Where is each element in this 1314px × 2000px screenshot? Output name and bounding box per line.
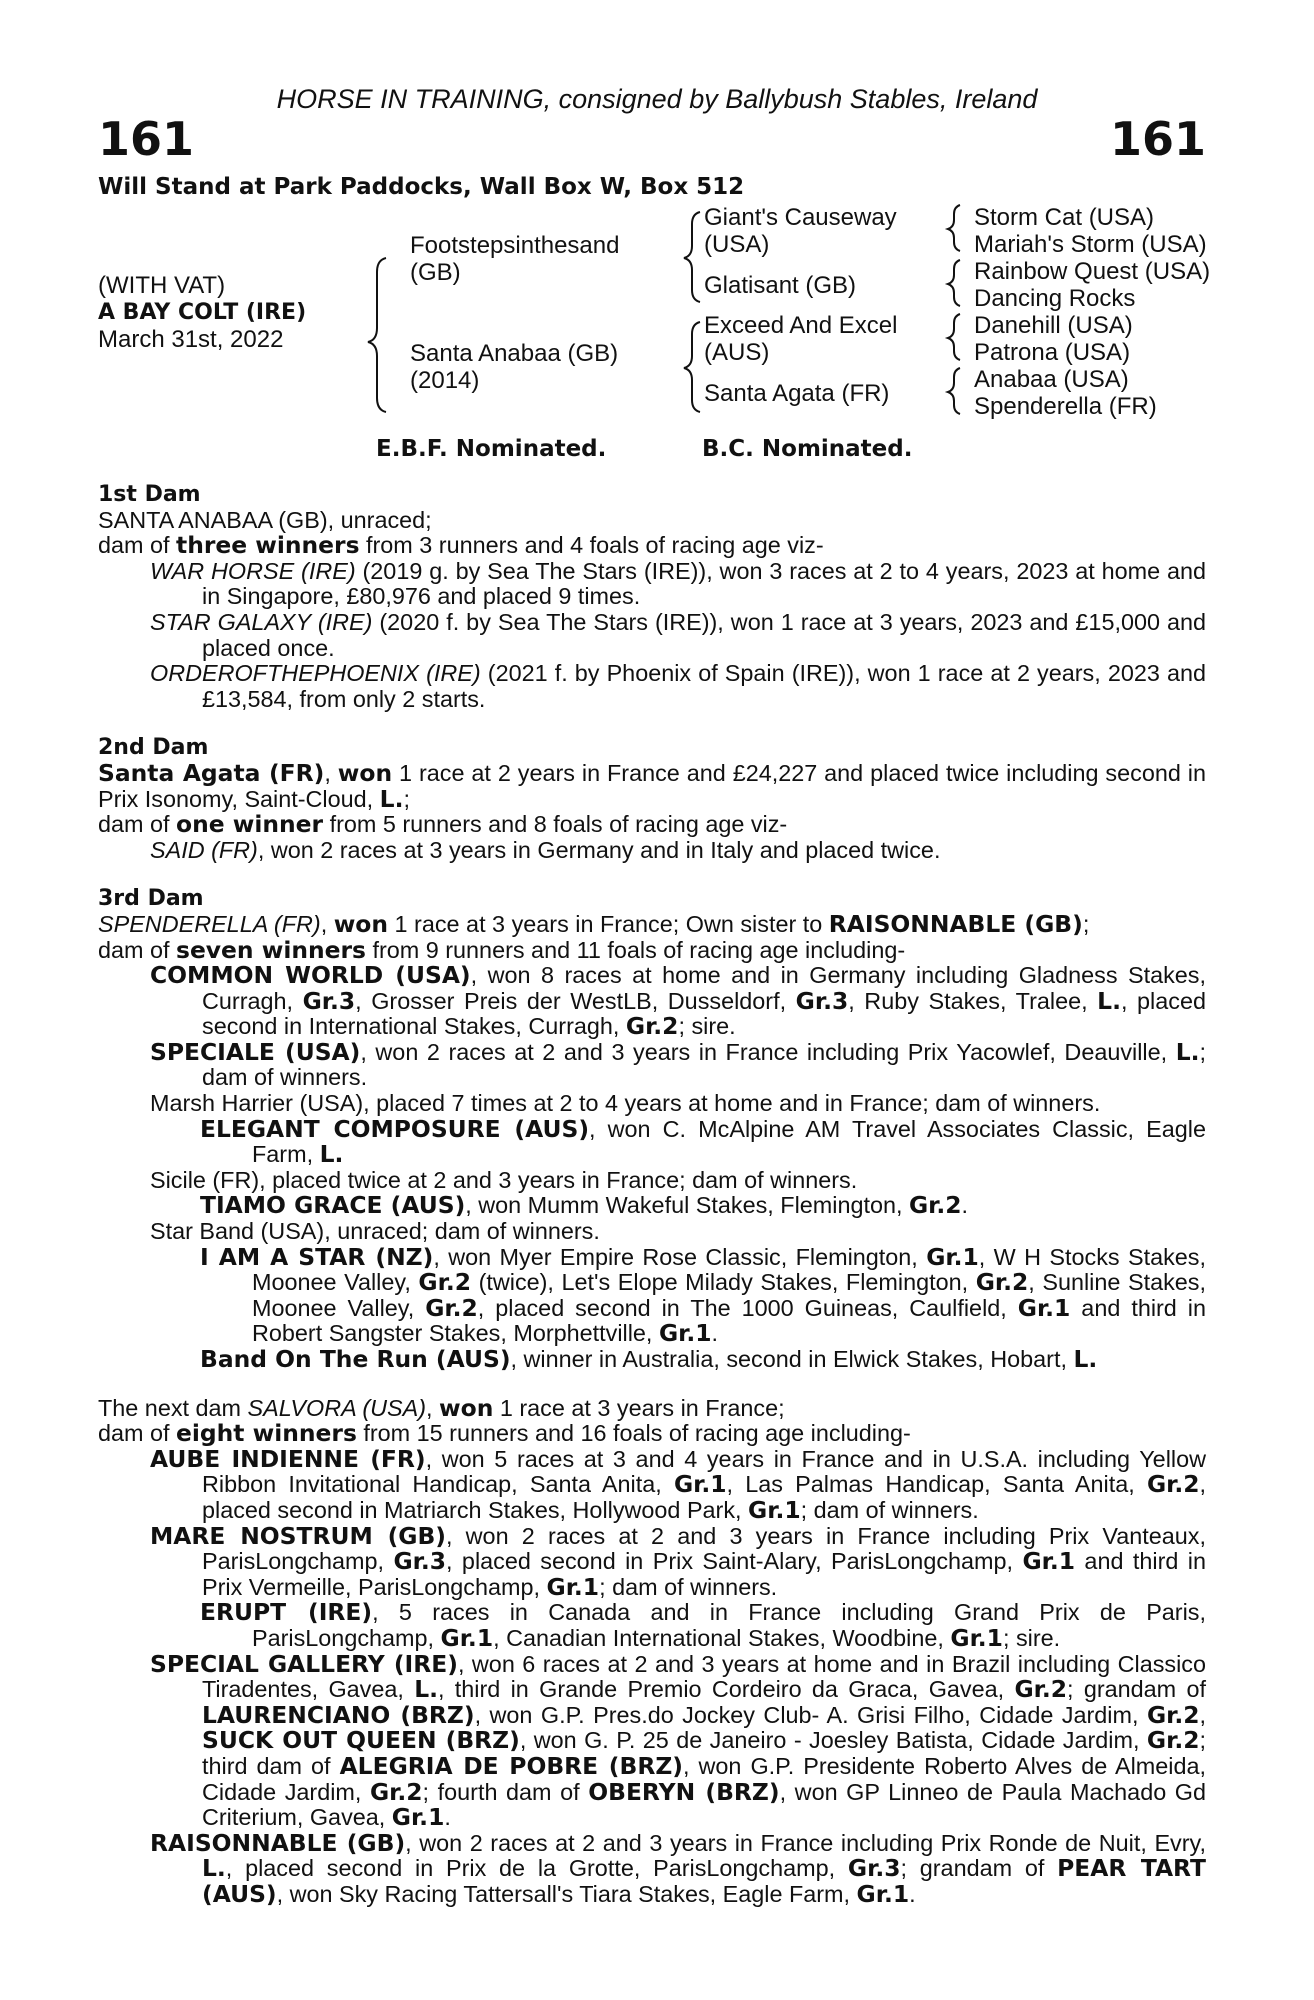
produce-i-am-a-star: I AM A STAR (NZ), won Myer Empire Rose Classic, Flemington, Gr.1, W H Stocks Stakes, Moonee Valley, Gr.2 (twice), Let's Elope Milady Stakes, Flemington, Gr.2, Sunline Stakes, Moonee Valley, Gr.2, placed second in The 1000 Guineas, Caulfield, Gr.1 and third in Robert Sangster Stakes, Morphettville, Gr.1. (200, 1242, 1207, 1348)
horse-name: A BAY COLT (IRE) (98, 300, 307, 325)
lot-number-right: 161 (1109, 112, 1206, 166)
dam-dam-brace (948, 368, 960, 414)
sds-name: Rainbow Quest (USA) (974, 258, 1211, 285)
main-brace (368, 258, 386, 412)
ddd-name: Spenderella (FR) (974, 393, 1157, 420)
produce-war-horse: WAR HORSE (IRE) (2019 g. by Sea The Stars (IRE)), won 3 races at 2 to 4 years, 2023 at home and in Singapore, £80,976 and placed 9 times. (150, 557, 1206, 610)
produce-speciale: SPECIALE (USA), won 2 races at 2 and 3 years in France including Prix Yacowlef, Deauville, L.; dam of winners. (150, 1037, 1206, 1091)
bc-nominated: B.C. Nominated. (702, 436, 913, 462)
second-dam-heading: 2nd Dam (98, 735, 209, 761)
catalogue-body (98, 482, 1206, 1907)
produce-raisonnable: RAISONNABLE (GB), won 2 races at 2 and 3 years in France including Prix Ronde de Nuit, Evry, L., placed second in Prix de la Grotte, ParisLongchamp, Gr.3; grandam of PEAR TART (AUS), won Sky Racing Tattersall's Tiara Stakes, Eagle Farm, Gr.1. (150, 1828, 1206, 1908)
dam-name: Santa Anabaa (GB) (410, 340, 619, 367)
produce-said: SAID (FR), won 2 races at 3 years in Germany and in Italy and placed twice. (150, 836, 941, 863)
sire-name: Footstepsinthesand (410, 232, 620, 259)
produce-orderofthephoenix: ORDEROFTHEPHOENIX (IRE) (2021 f. by Phoenix of Spain (IRE)), won 1 race at 2 years, 2023 and £13,584, from only 2 starts. (150, 660, 1206, 712)
dam-dam-name: Santa Agata (FR) (704, 380, 890, 407)
horse-dob: March 31st, 2022 (98, 326, 284, 353)
first-dam-record: dam of three winners from 3 runners and 4 foals of racing age viz- (98, 531, 824, 560)
dss-name: Danehill (USA) (974, 312, 1133, 339)
produce-elegant-composure: ELEGANT COMPOSURE (AUS), won C. McAlpine AM Travel Associates Classic, Eagle Farm, L. (200, 1114, 1206, 1169)
sire-sire-brace (948, 205, 960, 251)
dam-brace (684, 322, 700, 412)
produce-tiamo-grace: TIAMO GRACE (AUS), won Mumm Wakeful Stakes, Flemington, Gr.2. (200, 1191, 969, 1220)
produce-star-galaxy: STAR GALAXY (IRE) (2020 f. by Sea The Stars (IRE)), won 1 race at 3 years, 2023 and £15,000 and placed once. (150, 608, 1206, 661)
next-dam-line: The next dam SALVORA (USA), won 1 race at 3 years in France; (98, 1393, 785, 1422)
produce-special-gallery: SPECIAL GALLERY (IRE), won 6 races at 2 and 3 years at home and in Brazil including Classico Tiradentes, Gavea, L., third in Grande Premio Cordeiro da Graca, Gavea, Gr.2; grandam of LAURENCIANO (BRZ), won G.P. Pres.do Jockey Club- A. Grisi Filho, Cidade Jardim, Gr.2, SUCK OUT QUEEN (BRZ), won G. P. 25 de Janeiro - Joesley Batista, Cidade Jardim, Gr.2; third dam of ALEGRIA DE POBRE (BRZ), won G.P. Presidente Roberto Alves de Almeida, Cidade Jardim, Gr.2; fourth dam of OBERYN (BRZ), won GP Linneo de Paula Machado Gd Criterium, Gavea, Gr.1. (150, 1649, 1206, 1832)
produce-common-world: COMMON WORLD (USA), won 8 races at home and in Germany including Gladness Stakes, Curragh, Gr.3, Grosser Preis der WestLB, Dusseldorf, Gr.3, Ruby Stakes, Tralee, L., placed second in International Stakes, Curragh, Gr.2; sire. (150, 961, 1206, 1041)
second-dam-line: Santa Agata (FR), won 1 race at 2 years in France and £24,227 and placed twice including second in Prix Isonomy, Saint-Cloud, L.; (98, 758, 1206, 813)
produce-mare-nostrum: MARE NOSTRUM (GB), won 2 races at 2 and 3 years in France including Prix Vanteaux, ParisLongchamp, Gr.3, placed second in Prix Saint-Alary, ParisLongchamp, Gr.1 and third in Prix Vermeille, ParisLongchamp, Gr.1; dam of winners. (150, 1521, 1206, 1601)
produce-star-band: Star Band (USA), unraced; dam of winners. (150, 1218, 600, 1245)
first-dam-line: SANTA ANABAA (GB), unraced; (98, 506, 432, 533)
produce-erupt: ERUPT (IRE), 5 races in Canada and in France including Grand Prix de Paris, ParisLongchamp, Gr.1, Canadian International Stakes, Woodbine, Gr.1; sire. (200, 1598, 1206, 1652)
sire-dam-name: Glatisant (GB) (704, 272, 857, 299)
sdd-name: Dancing Rocks (974, 285, 1136, 312)
produce-marsh-harrier: Marsh Harrier (USA), placed 7 times at 2 to 4 years at home and in France; dam of winners. (150, 1090, 1101, 1117)
catalogue-subtitle: HORSE IN TRAINING, consigned by Ballybush Stables, Ireland (276, 84, 1038, 114)
sire-dam-brace (948, 260, 960, 306)
sire-brace (684, 212, 700, 302)
stand-location: Will Stand at Park Paddocks, Wall Box W, Box 512 (98, 174, 745, 200)
produce-sicile: Sicile (FR), placed twice at 2 and 3 years in France; dam of winners. (150, 1166, 858, 1193)
sire-sire-country: (USA) (704, 231, 770, 258)
dam-sire-country: (AUS) (704, 339, 770, 366)
ssd-name: Mariah's Storm (USA) (974, 231, 1207, 258)
produce-band-on-the-run: Band On The Run (AUS), winner in Australia, second in Elwick Stakes, Hobart, L. (200, 1345, 1098, 1373)
sire-sire-name: Giant's Causeway (704, 204, 897, 231)
lot-number-left: 161 (98, 112, 195, 166)
sire-country: (GB) (410, 259, 461, 286)
produce-aube-indienne: AUBE INDIENNE (FR), won 5 races at 3 and 4 years in France and in U.S.A. including Yellow Ribbon Invitational Handicap, Santa Anita, Gr.1, Las Palmas Handicap, Santa Anita, Gr.2, placed second in Matriarch Stakes, Hollywood Park, Gr.1; dam of winners. (150, 1444, 1206, 1524)
dam-sire-name: Exceed And Excel (704, 312, 898, 339)
ebf-nominated: E.B.F. Nominated. (376, 436, 607, 462)
dsd-name: Patrona (USA) (974, 339, 1131, 366)
third-dam-record: dam of seven winners from 9 runners and 11 foals of racing age including- (98, 935, 906, 964)
third-dam-heading: 3rd Dam (98, 886, 204, 912)
vat-status: (WITH VAT) (98, 272, 226, 299)
dam-year: (2014) (410, 367, 480, 394)
next-dam-record: dam of eight winners from 15 runners and 16 foals of racing age including- (98, 1419, 911, 1448)
third-dam-line: SPENDERELLA (FR), won 1 race at 3 years in France; Own sister to RAISONNABLE (GB); (98, 909, 1090, 938)
first-dam-heading: 1st Dam (98, 482, 201, 507)
dds-name: Anabaa (USA) (974, 366, 1129, 393)
second-dam-record: dam of one winner from 5 runners and 8 foals of racing age viz- (98, 810, 788, 839)
sss-name: Storm Cat (USA) (974, 204, 1155, 231)
dam-sire-brace (948, 314, 960, 360)
